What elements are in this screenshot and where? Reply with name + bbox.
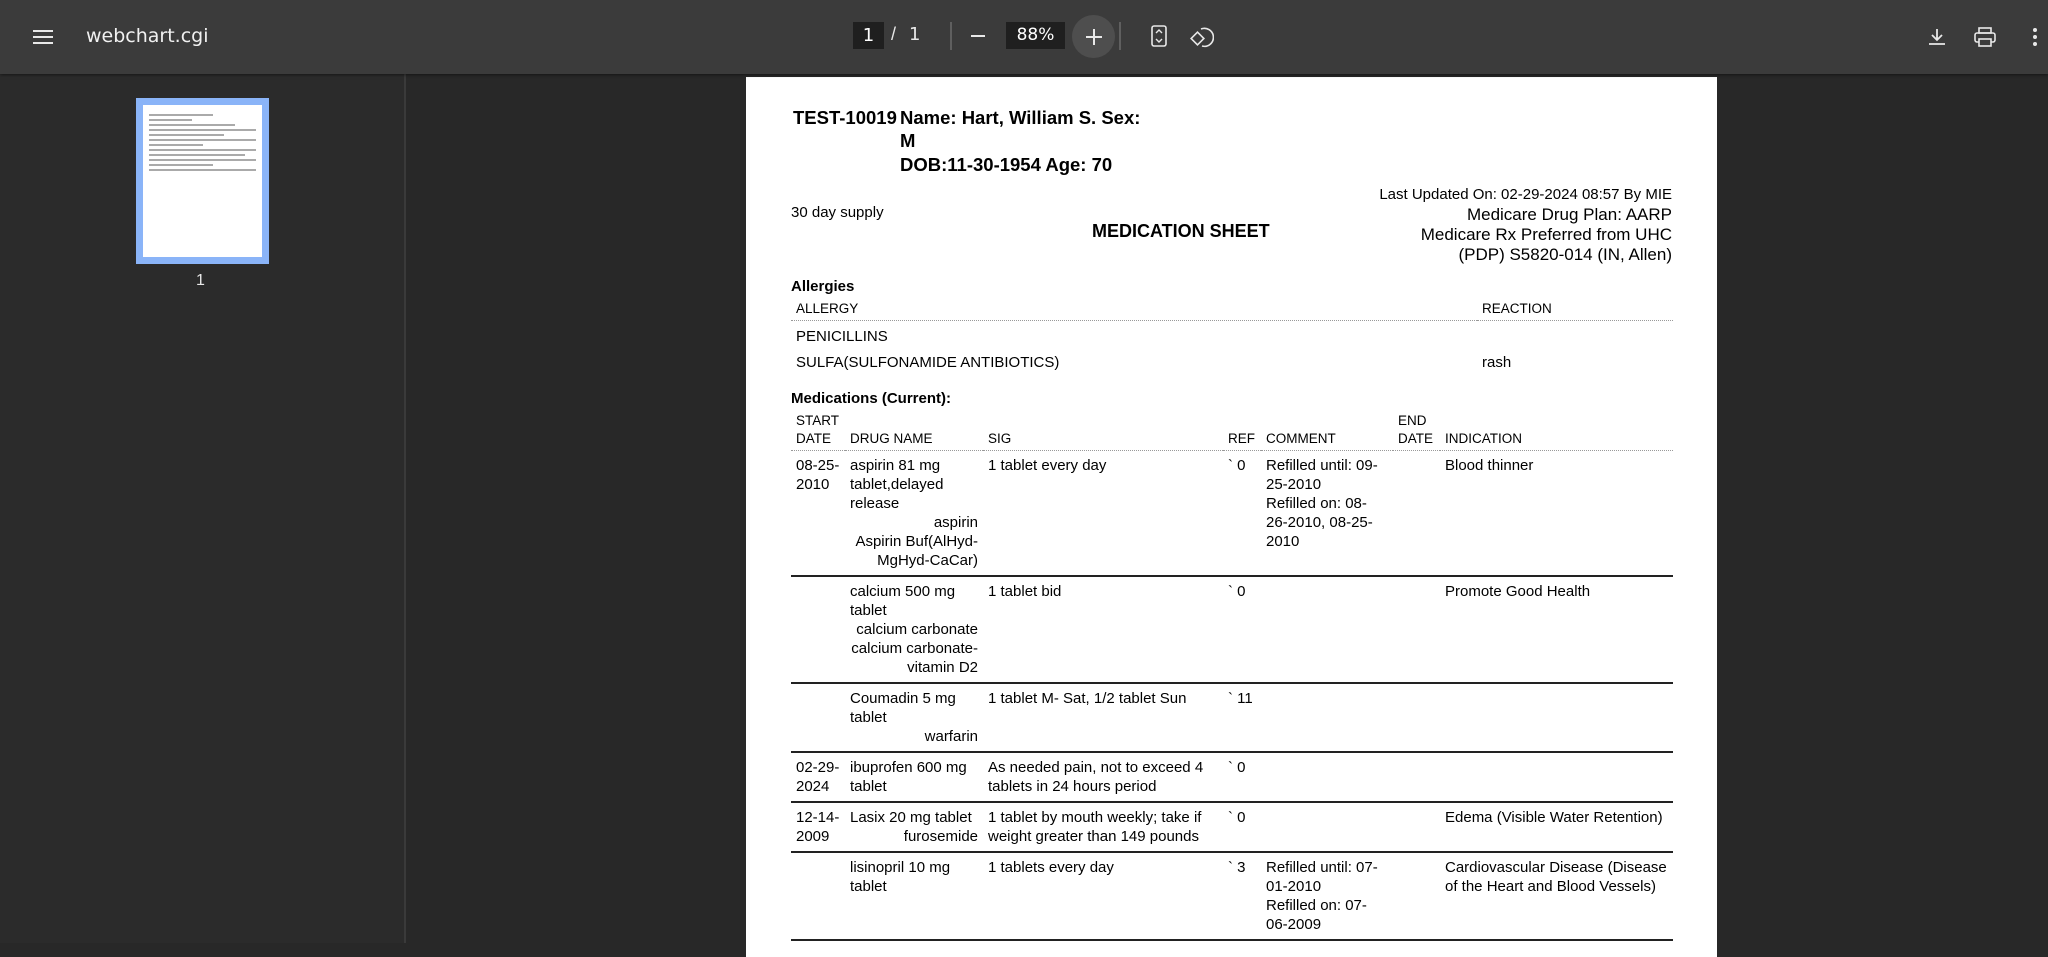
- drug-name-text: Coumadin 5 mg tablet: [850, 690, 956, 726]
- indication: [1440, 451, 1673, 577]
- refills-text: ` 0: [1228, 809, 1246, 826]
- indication-text: Blood thinner: [1445, 457, 1534, 474]
- start-date: [791, 852, 845, 940]
- col-drug-name: DRUG NAME: [845, 410, 983, 451]
- end-date: [1393, 752, 1440, 802]
- end-date: [1393, 683, 1440, 752]
- sig-text: 1 tablet bid: [988, 583, 1062, 600]
- drug-name-text: ibuprofen 600 mg tablet: [850, 759, 967, 795]
- drug-name: [845, 752, 983, 802]
- indication-text: Cardiovascular Disease (Disease of the Heart and Blood Vessels): [1445, 859, 1667, 895]
- generic-name: calcium carbonate: [856, 621, 978, 638]
- start-date: [791, 752, 845, 802]
- drug-name: [845, 576, 983, 683]
- ref: [1223, 802, 1261, 852]
- generic-name: Aspirin Buf(AlHyd-MgHyd-CaCar): [855, 533, 978, 569]
- more-options-icon[interactable]: [2025, 22, 2045, 52]
- ref: [1223, 576, 1261, 683]
- medications-table: [791, 410, 1673, 941]
- generic-name: aspirin: [933, 514, 978, 531]
- sig: [983, 683, 1223, 752]
- refills-text: ` 11: [1228, 690, 1253, 707]
- total-pages: 1: [909, 24, 921, 45]
- drug-name-text: aspirin 81 mg tablet,delayed release: [850, 457, 944, 512]
- sig-text: 1 tablet by mouth weekly; take if weight greater than 149 pounds: [988, 809, 1202, 845]
- patient-dob-age: DOB:11-30-1954 Age: 70: [900, 154, 1113, 175]
- generic-name: calcium carbonate-vitamin D2: [851, 640, 978, 676]
- ref: [1223, 683, 1261, 752]
- pdf-toolbar: [0, 0, 2048, 74]
- table-row: [791, 852, 1673, 940]
- drug-name: [845, 683, 983, 752]
- divider: [950, 22, 952, 50]
- start-date: [791, 451, 845, 577]
- end-date: [1393, 576, 1440, 683]
- menu-icon[interactable]: [28, 22, 58, 52]
- thumbnail-sidebar: [0, 74, 406, 943]
- comment: [1261, 752, 1393, 802]
- sig-text: As needed pain, not to exceed 4 tablets in 24 hours period: [988, 759, 1204, 795]
- indication: [1440, 802, 1673, 852]
- comment-text: Refilled on: 08-26-2010, 08-25-2010: [1266, 495, 1373, 550]
- comment: [1261, 576, 1393, 683]
- pdf-page: [746, 77, 1717, 957]
- indication: [1440, 752, 1673, 802]
- download-icon[interactable]: [1922, 22, 1952, 52]
- indication: [1440, 576, 1673, 683]
- rotate-icon[interactable]: [1187, 22, 1217, 52]
- indication-text: Edema (Visible Water Retention): [1445, 809, 1663, 826]
- end-date: [1393, 451, 1440, 577]
- start-date-text: 08-25-2010: [796, 457, 840, 493]
- comment-text: Refilled until: 09-25-2010: [1266, 457, 1378, 493]
- patient-id: TEST-10019: [793, 107, 897, 128]
- generic-name: furosemide: [903, 828, 978, 845]
- drug-name: [845, 451, 983, 577]
- col-indication: INDICATION: [1440, 410, 1673, 451]
- col-reaction: REACTION: [1477, 298, 1673, 321]
- drug-name-text: calcium 500 mg tablet: [850, 583, 956, 619]
- table-row: [791, 802, 1673, 852]
- ref: [1223, 752, 1261, 802]
- start-date-text: 12-14-2009: [796, 809, 840, 845]
- col-ref: REF: [1223, 410, 1261, 451]
- table-row: [791, 347, 1673, 373]
- document-title: webchart.cgi: [86, 25, 209, 47]
- end-date: [1393, 852, 1440, 940]
- indication: [1440, 852, 1673, 940]
- col-allergy: ALLERGY: [791, 298, 1477, 321]
- ref: [1223, 451, 1261, 577]
- refills-text: ` 0: [1228, 457, 1246, 474]
- sig-text: 1 tablet M- Sat, 1/2 tablet Sun: [988, 690, 1187, 707]
- table-row: [791, 683, 1673, 752]
- start-date: [791, 802, 845, 852]
- comment: [1261, 802, 1393, 852]
- start-date-text: 02-29-2024: [796, 759, 840, 795]
- indication-text: Promote Good Health: [1445, 583, 1591, 600]
- comment: [1261, 852, 1393, 940]
- col-sig: SIG: [983, 410, 1223, 451]
- comment: [1261, 451, 1393, 577]
- generic-name: warfarin: [924, 728, 978, 745]
- comment: [1261, 683, 1393, 752]
- zoom-in-button[interactable]: [1072, 15, 1115, 58]
- refills-text: ` 0: [1228, 583, 1246, 600]
- medications-heading: Medications (Current):: [791, 390, 952, 407]
- refills-text: ` 3: [1228, 859, 1246, 876]
- sig: [983, 576, 1223, 683]
- sig: [983, 451, 1223, 577]
- sheet-title: MEDICATION SHEET: [1092, 221, 1270, 241]
- comment-text: Refilled until: 07-01-2010: [1266, 859, 1378, 895]
- allergy-name: PENICILLINS: [796, 328, 888, 345]
- col-end-date: END DATE: [1393, 410, 1440, 451]
- col-start-date: START DATE: [791, 410, 845, 451]
- allergy-reaction: [1477, 321, 1673, 348]
- last-updated: Last Updated On: 02-29-2024 08:57 By MIE: [1379, 186, 1672, 203]
- supply-note: 30 day supply: [791, 204, 884, 221]
- ref: [1223, 852, 1261, 940]
- drug-name: [845, 852, 983, 940]
- drug-name-text: lisinopril 10 mg tablet: [850, 859, 951, 895]
- start-date: [791, 576, 845, 683]
- sig: [983, 752, 1223, 802]
- drug-name: [845, 802, 983, 852]
- table-row: [791, 752, 1673, 802]
- zoom-out-button[interactable]: [964, 22, 992, 50]
- start-date: [791, 683, 845, 752]
- refills-text: ` 0: [1228, 759, 1246, 776]
- page-number-input[interactable]: 1: [853, 22, 884, 49]
- indication: [1440, 683, 1673, 752]
- table-row: [791, 321, 1673, 348]
- table-row: [791, 451, 1673, 577]
- allergy-name: SULFA(SULFONAMIDE ANTIBIOTICS): [796, 354, 1060, 371]
- comment-text: Refilled on: 07-06-2009: [1266, 897, 1367, 933]
- zoom-level-input[interactable]: 88%: [1006, 22, 1065, 49]
- sig: [983, 852, 1223, 940]
- page-separator: /: [891, 24, 897, 44]
- divider: [1119, 22, 1121, 50]
- patient-name-sex: Name: Hart, William S. Sex: M: [900, 107, 1141, 151]
- table-row: [791, 576, 1673, 683]
- end-date: [1393, 802, 1440, 852]
- fit-page-icon[interactable]: [1145, 22, 1173, 50]
- sig: [983, 802, 1223, 852]
- sig-text: 1 tablets every day: [988, 859, 1114, 876]
- allergy-reaction: rash: [1482, 354, 1512, 371]
- sig-text: 1 tablet every day: [988, 457, 1107, 474]
- allergies-heading: Allergies: [791, 278, 855, 295]
- drug-plan: Medicare Drug Plan: AARP Medicare Rx Preferred from UHC (PDP) S5820-014 (IN, Allen): [1420, 205, 1672, 264]
- print-icon[interactable]: [1970, 22, 2000, 52]
- allergies-table: [791, 298, 1673, 373]
- page-thumbnail[interactable]: [136, 98, 269, 264]
- thumbnail-page-number: 1: [196, 272, 205, 289]
- col-comment: COMMENT: [1261, 410, 1393, 451]
- drug-name-text: Lasix 20 mg tablet: [850, 809, 972, 826]
